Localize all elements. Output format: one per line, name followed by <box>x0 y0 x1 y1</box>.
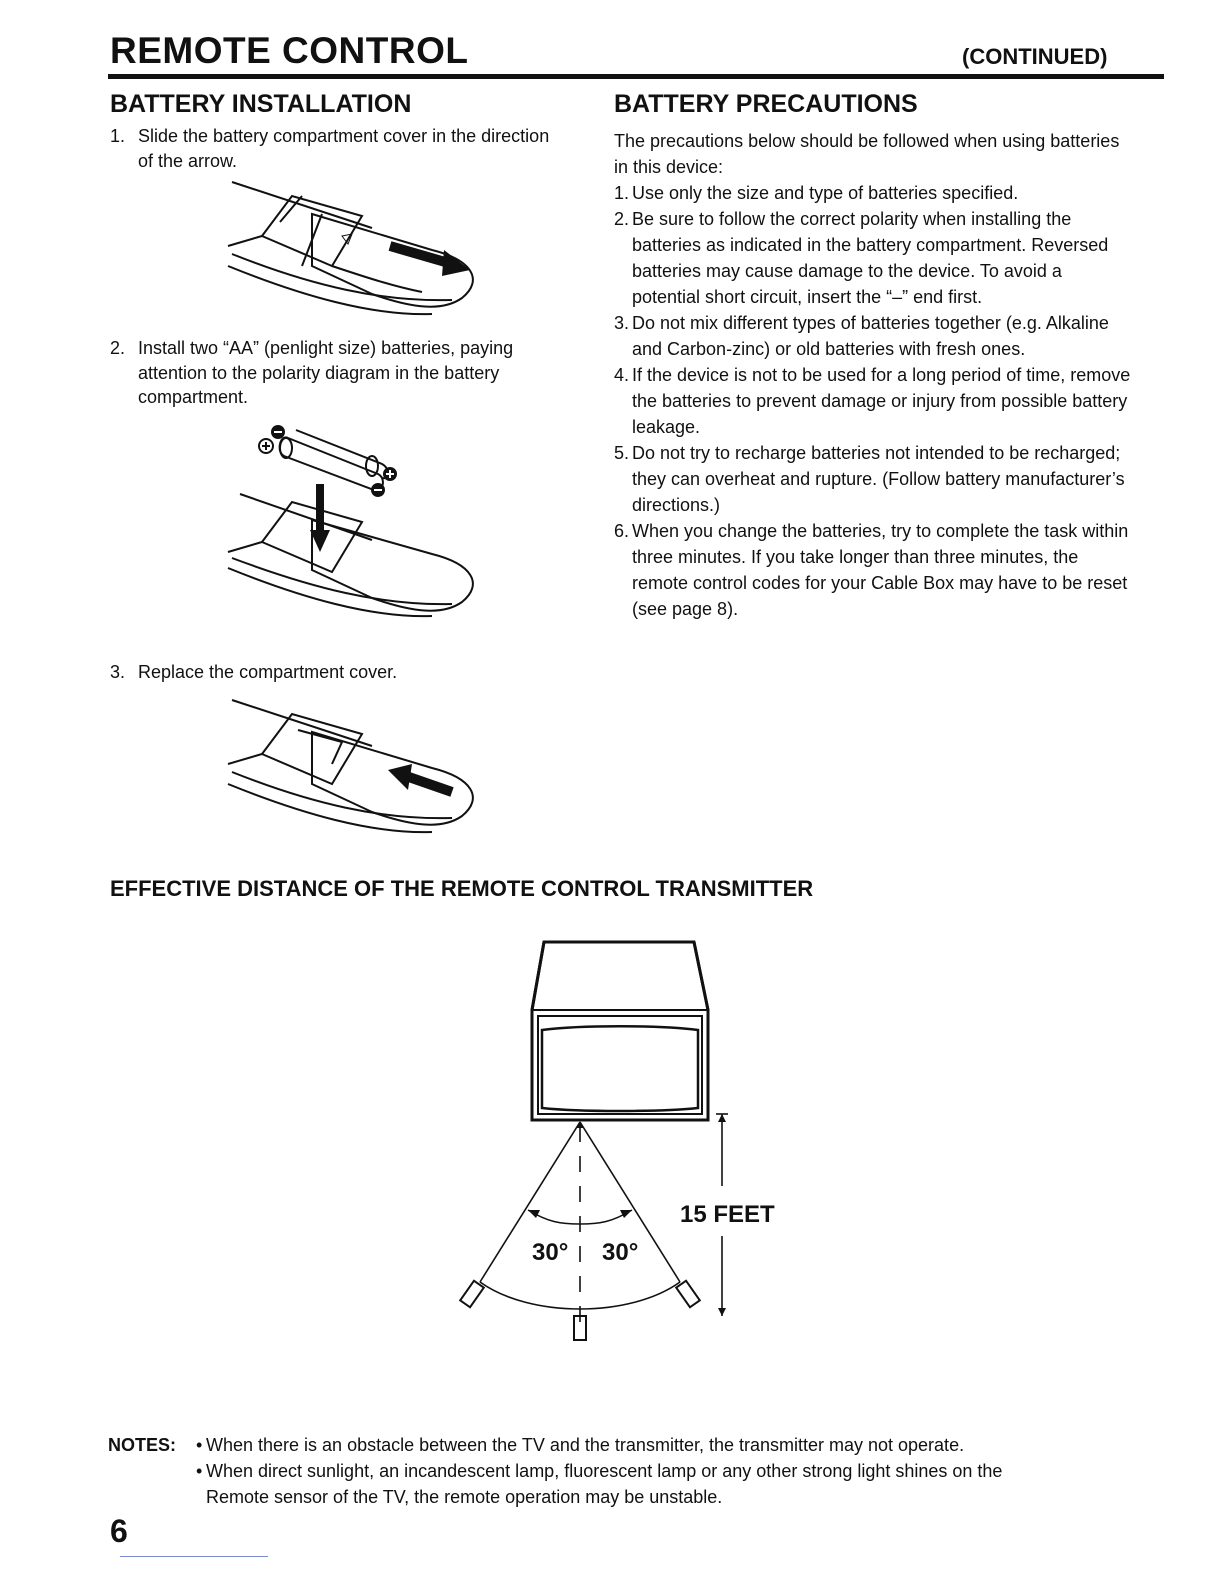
right-angle-label: 30° <box>602 1239 639 1266</box>
remote-cover-replace-illustration <box>222 694 484 840</box>
distance-label: 15 FEET <box>680 1201 775 1228</box>
item-text: If the device is not to be used for a long period of time, remove the batteries to prevent damage or injury from possible battery leakage. <box>632 365 1131 437</box>
step-number: 3. <box>110 662 126 682</box>
item-text: Do not try to recharge batteries not intended to be recharged; they can overheat and rupture. (Follow battery manufacturer’s directions.) <box>632 443 1125 515</box>
continued-label: (CONTINUED) <box>962 44 1108 69</box>
page-number: 6 <box>110 1513 128 1549</box>
battery-precautions-heading: BATTERY PRECAUTIONS <box>614 90 918 118</box>
page-title: REMOTE CONTROL <box>110 30 469 71</box>
item-number: 6. <box>614 521 630 541</box>
precaution-item <box>614 180 1134 206</box>
notes-section <box>108 1432 1128 1512</box>
item-text: Be sure to follow the correct polarity when installing the batteries as indicated in the battery compartment. Reversed batteries may cause damage to the device. To avoid a potential short circuit, insert the “–” end first. <box>632 209 1109 307</box>
bullet: • <box>196 1435 203 1455</box>
note-line: Remote sensor of the TV, the remote operation may be unstable. <box>206 1487 723 1507</box>
battery-insert-illustration <box>222 418 484 640</box>
note-line: When direct sunlight, an incandescent lamp, fluorescent lamp or any other strong light shines on the <box>206 1461 1003 1481</box>
item-text: When you change the batteries, try to complete the task within three minutes. If you take longer than three minutes, the remote control codes for your Cable Box may have to be reset (see page 8). <box>632 521 1129 619</box>
item-text: Do not mix different types of batteries together (e.g. Alkaline and Carbon-zinc) or old batteries with fresh ones. <box>632 313 1109 359</box>
left-angle-label: 30° <box>532 1239 569 1266</box>
precaution-item <box>614 440 1134 518</box>
item-number: 5. <box>614 443 630 463</box>
battery-installation-heading: BATTERY INSTALLATION <box>110 90 412 118</box>
install-step-2 <box>110 336 590 411</box>
precautions-list <box>614 128 1134 622</box>
item-number: 3. <box>614 313 630 333</box>
step-number: 1. <box>110 126 126 146</box>
precautions-intro: The precautions below should be followed when using batteries in this device: <box>614 131 1120 177</box>
item-number: 1. <box>614 183 630 203</box>
bullet: • <box>196 1461 203 1481</box>
install-step-3 <box>110 660 590 686</box>
install-step-1 <box>110 124 590 174</box>
item-text: Use only the size and type of batteries specified. <box>632 183 1019 203</box>
item-number: 2. <box>614 209 630 229</box>
step-line: of the arrow. <box>138 150 238 171</box>
notes-label: NOTES: <box>108 1435 177 1455</box>
precaution-item <box>614 206 1134 310</box>
effective-distance-heading: EFFECTIVE DISTANCE OF THE REMOTE CONTROL TRANSMITTER <box>110 876 814 901</box>
step-line: attention to the polarity diagram in the battery <box>138 362 500 383</box>
step-line: Slide the battery compartment cover in the direction <box>138 126 550 146</box>
precaution-item <box>614 362 1134 440</box>
footer-line <box>120 1556 268 1557</box>
item-number: 4. <box>614 365 630 385</box>
step-line: Install two “AA” (penlight size) batteries, paying <box>138 338 514 358</box>
precaution-item <box>614 518 1134 622</box>
precaution-item <box>614 310 1134 362</box>
header-rule <box>108 74 1164 79</box>
remote-cover-open-illustration <box>222 176 484 322</box>
note-line: When there is an obstacle between the TV and the transmitter, the transmitter may not operate. <box>206 1435 965 1455</box>
step-number: 2. <box>110 338 126 358</box>
step-line: compartment. <box>138 387 249 407</box>
step-line: Replace the compartment cover. <box>138 662 398 682</box>
effective-distance-diagram <box>450 930 790 1350</box>
